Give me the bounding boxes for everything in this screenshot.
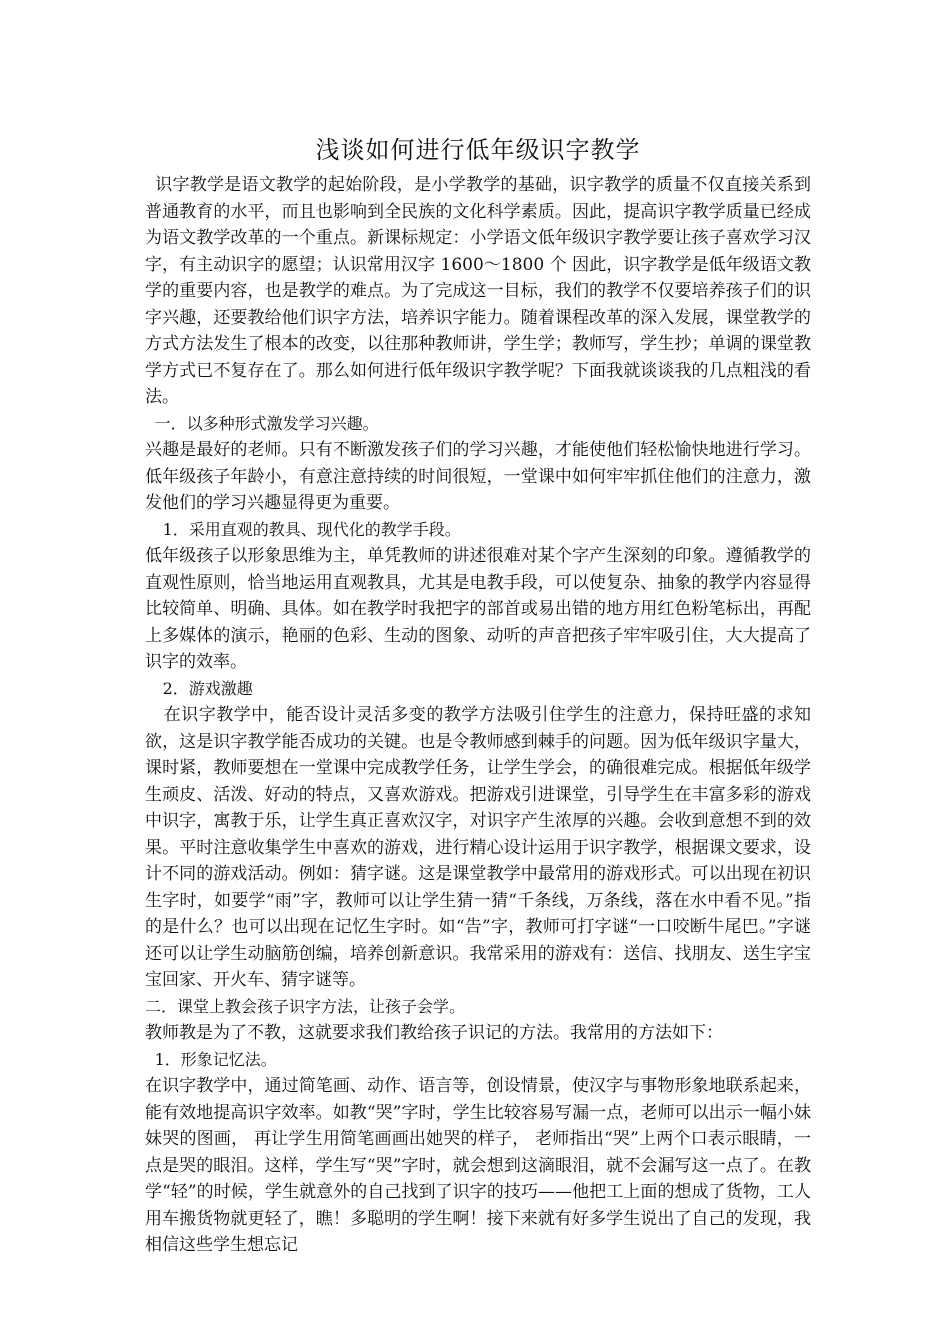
intro-paragraph: 识字教学是语文教学的起始阶段，是小学教学的基础，识字教学的质量不仅直接关系到普通教育的水平，而且也影响到全民族的文化科学素质。因此，提高识字教学质量已经成为语文教学改革的一个重点。新课标规定：小学语文低年级识字教学要让孩子喜欢学习汉字，有主动识字的愿望；认识常用汉字 1600～1800 个 因此，识字教学是低年级语文教学的重要内容，也是教学的难点。为了完成这一目标，我们的教学不仅要培养孩子们的识字兴趣，还要教给他们识字方法，培养识字能力。随着课程改革的深入发展，课堂教学的方式方法发生了根本的改变，以往那种教师讲，学生学；教师写，学生抄；单调的课堂教学方式已不复存在了。那么如何进行低年级识字教学呢？下面我就谈谈我的几点粗浅的看法。 xyxy=(145,175,811,407)
sub2-heading: 2．游戏激趣 xyxy=(162,678,253,698)
sub2-paragraph: 在识字教学中，能否设计灵活多变的教学方法吸引住学生的注意力，保持旺盛的求知欲，这是识字教学能否成功的关键。也是令教师感到棘手的问题。因为低年级识字量大，课时紧，教师要想在一堂课中完成教学任务，让学生学会，的确很难完成。根据低年级学生顽皮、活泼、好动的特点，又喜欢游戏。把游戏引进课堂，引导学生在丰富多彩的游戏中识字，寓教于乐，让学生真正喜欢汉字，对识字产生浓厚的兴趣。会收到意想不到的效果。平时注意收集学生中喜欢的游戏，进行精心设计运用于识字教学，根据课文要求，设计不同的游戏活动。例如：猜字谜。这是课堂教学中最常用的游戏形式。可以出现在初识生字时，如要学“雨”字，教师可以让学生猜一猜“千条线，万条线，落在水中看不见。”指的是什么？也可以出现在记忆生字时。如“告”字，教师可打字谜“一口咬断牛尾巴。”字谜还可以让学生动脑筋创编，培养创新意识。我常采用的游戏有：送信、找朋友、送生字宝宝回家、开火车、猜字谜等。 xyxy=(145,705,811,990)
document-title: 浅谈如何进行低年级识字教学 xyxy=(315,136,641,164)
sub1-paragraph: 低年级孩子以形象思维为主，单凭教师的讲述很难对某个字产生深刻的印象。遵循教学的直观性原则，恰当地运用直观教具，尤其是电教手段，可以使复杂、抽象的教学内容显得比较简单、明确、具体。如在教学时我把字的部首或易出错的地方用红色粉笔标出，再配上多媒体的演示，艳丽的色彩、生动的图象、动听的声音把孩子牢牢吸引住，大大提高了识字的效率。 xyxy=(145,546,811,672)
document-page xyxy=(145,132,811,1259)
sub1-heading: 1．采用直观的教具、现代化的教学手段。 xyxy=(162,519,461,539)
section1-paragraph: 兴趣是最好的老师。只有不断激发孩子们的学习兴趣，才能使他们轻松愉快地进行学习。低年级孩子年龄小，有意注意持续的时间很短，一堂课中如何牢牢抓住他们的注意力，激发他们的学习兴趣显得更为重要。 xyxy=(145,440,811,513)
sub3-paragraph: 在识字教学中，通过简笔画、动作、语言等，创设情景，使汉字与事物形象地联系起来，能有效地提高识字效率。如教“哭”字时，学生比较容易写漏一点，老师可以出示一幅小妹妹哭的图画， 再让学生用简笔画画出她哭的样子， 老师指出“哭”上两个口表示眼睛，一点是哭的眼泪。这样，学生写“哭”字时，就会想到这滴眼泪，就不会漏写这一点了。在教学“轻”的时候，学生就意外的自己找到了识字的技巧——他把工上面的想成了货物，工人用车搬货物就更轻了，瞧！多聪明的学生啊！接下来就有好多学生说出了自己的发现，我相信这些学生想忘记 xyxy=(145,1076,811,1255)
sub3-heading: 1．形象记忆法。 xyxy=(154,1049,277,1069)
section2-heading: 二．课堂上教会孩子识字方法，让孩子会学。 xyxy=(145,996,466,1016)
section1-heading: 一．以多种形式激发学习兴趣。 xyxy=(154,413,379,433)
section2-paragraph: 教师教是为了不教，这就要求我们教给孩子识记的方法。我常用的方法如下： xyxy=(145,1023,723,1043)
